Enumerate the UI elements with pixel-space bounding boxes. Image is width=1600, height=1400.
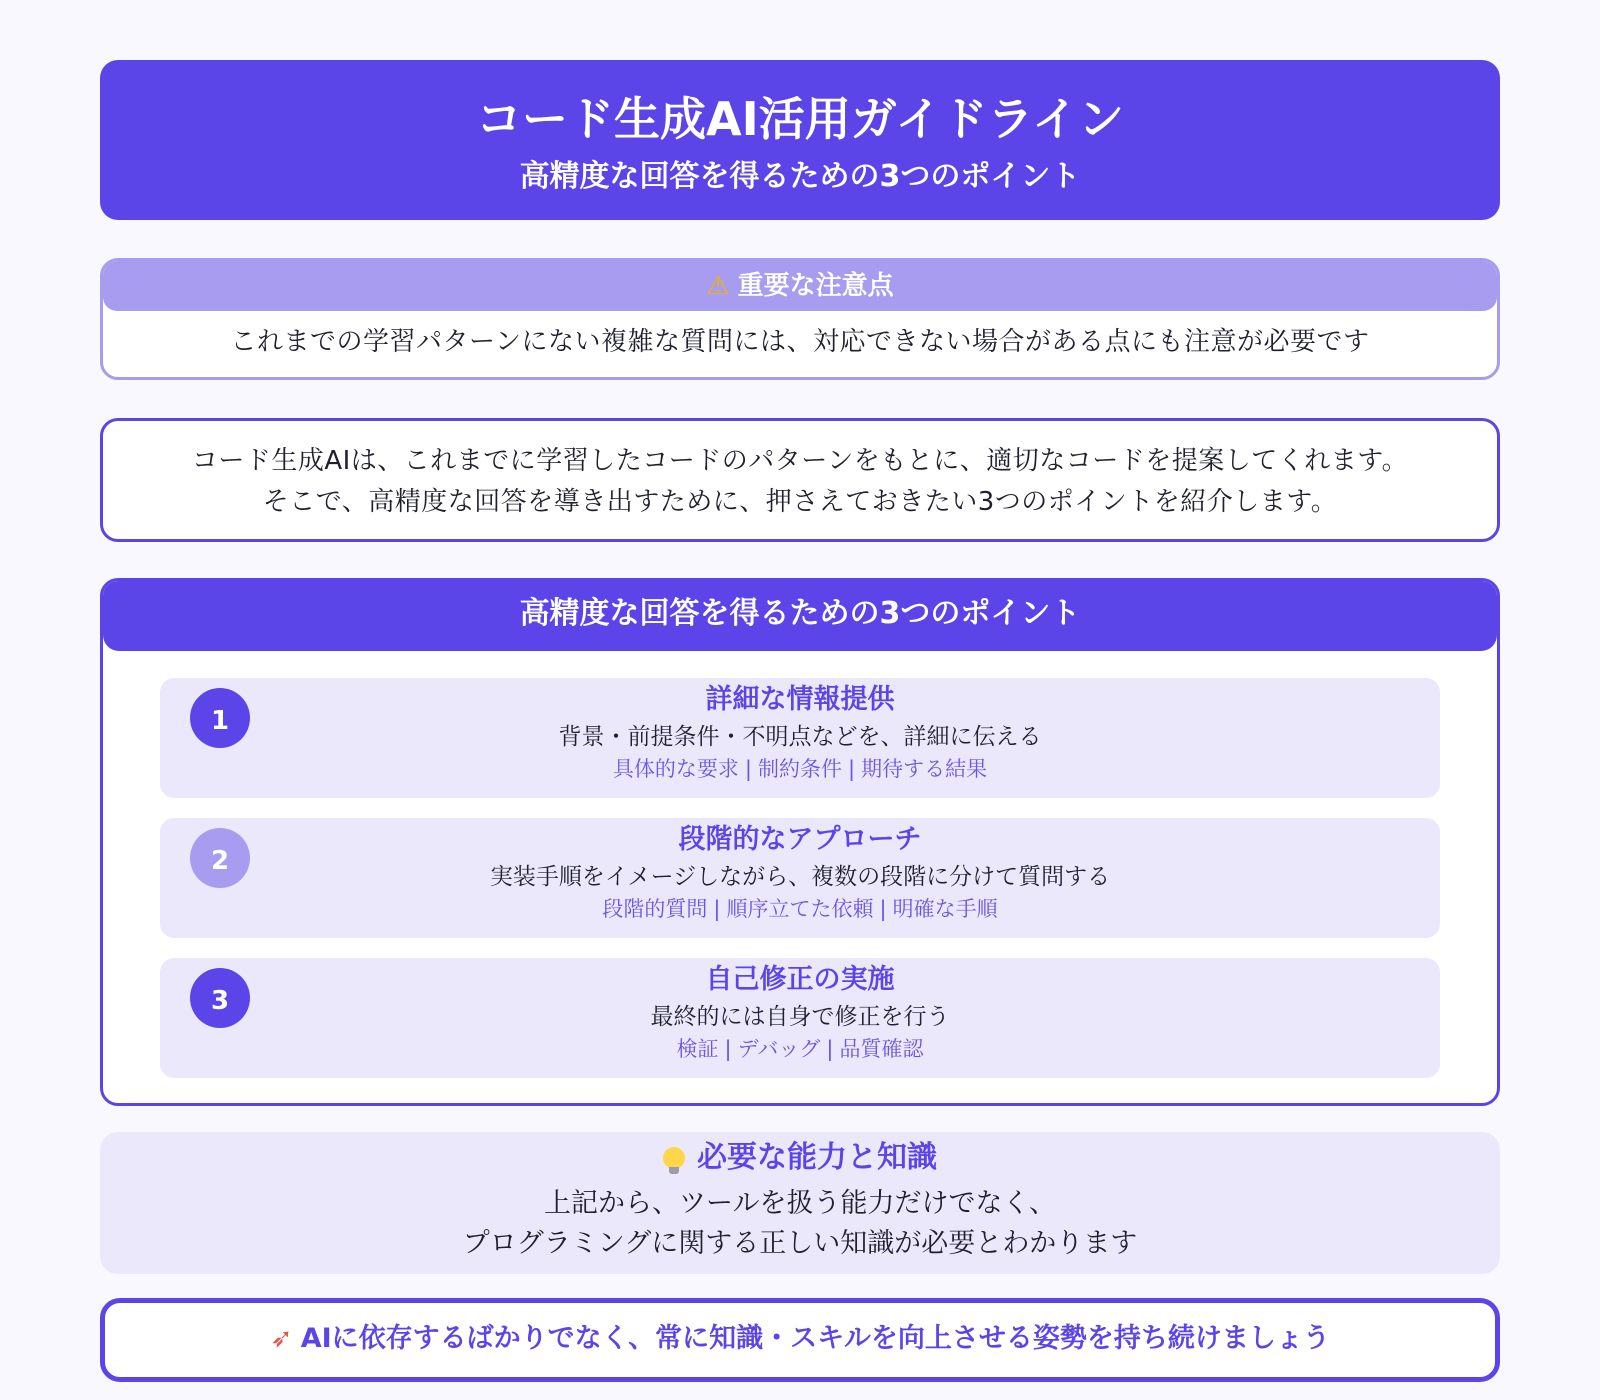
page-subtitle: 高精度な回答を得るための3つのポイント [519, 159, 1081, 194]
point-tags: 具体的な要求 | 制約条件 | 期待する結果 [612, 757, 988, 781]
point-card [160, 818, 1440, 938]
point-number-badge: 2 [190, 828, 250, 888]
points-section [100, 578, 1500, 1106]
point-tag: 明確な手順 [892, 897, 998, 921]
points-header: 高精度な回答を得るための3つのポイント [103, 581, 1497, 651]
warning-box [100, 258, 1500, 380]
warning-title: 重要な注意点 [737, 271, 894, 301]
rocket-icon: ➶ [270, 1323, 293, 1354]
warning-text: これまでの学習パターンにない複雑な質問には、対応できない場合がある点にも注意が必要です [230, 327, 1370, 357]
intro-line-2: そこで、高精度な回答を導き出すために、押さえておきたい3つのポイントを紹介します。 [262, 487, 1338, 517]
point-tag: 順序立てた依頼 [726, 897, 874, 921]
point-description: 背景・前提条件・不明点などを、詳細に伝える [558, 724, 1042, 750]
knowledge-header [100, 1132, 1500, 1180]
point-tags: 段階的質問 | 順序立てた依頼 | 明確な手順 [602, 897, 998, 921]
point-description: 最終的には自身で修正を行う [650, 1004, 950, 1030]
point-title: 段階的なアプローチ [678, 824, 922, 855]
point-tag: 期待する結果 [861, 757, 988, 781]
page-title: コード生成AI活用ガイドライン [476, 92, 1124, 146]
knowledge-title: 必要な能力と知識 [697, 1140, 937, 1175]
point-number-badge: 1 [190, 688, 250, 748]
point-card [160, 958, 1440, 1078]
knowledge-line-1: 上記から、ツールを扱う能力だけでなく、 [544, 1188, 1056, 1219]
point-title: 詳細な情報提供 [705, 684, 895, 715]
footer-text: AIに依存するばかりでなく、常に知識・スキルを向上させる姿勢を持ち続けましょう [300, 1323, 1330, 1354]
warning-header [103, 261, 1497, 311]
warning-icon: ⚠ [706, 271, 730, 301]
knowledge-text [100, 1184, 1500, 1264]
point-tag: 制約条件 [758, 757, 842, 781]
intro-line-1: コード生成AIは、これまでに学習したコードのパターンをもとに、適切なコードを提案してくれます。 [191, 446, 1409, 476]
point-tags: 検証 | デバッグ | 品質確認 [676, 1037, 924, 1061]
point-title: 自己修正の実施 [705, 964, 895, 995]
point-number-badge: 3 [190, 968, 250, 1028]
point-tag: デバッグ [737, 1037, 821, 1061]
point-tag: 品質確認 [839, 1037, 924, 1061]
knowledge-box [100, 1132, 1500, 1274]
point-description: 実装手順をイメージしながら、複数の段階に分けて質問する [489, 864, 1111, 890]
header-banner [100, 60, 1500, 220]
point-card [160, 678, 1440, 798]
point-tag: 検証 [676, 1037, 719, 1061]
point-tag: 具体的な要求 [612, 757, 739, 781]
intro-box [100, 418, 1500, 542]
footer-callout [100, 1298, 1500, 1382]
lightbulb-icon [663, 1147, 685, 1169]
point-tag: 段階的質問 [602, 897, 708, 921]
knowledge-line-2: プログラミングに関する正しい知識が必要とわかります [462, 1228, 1138, 1259]
